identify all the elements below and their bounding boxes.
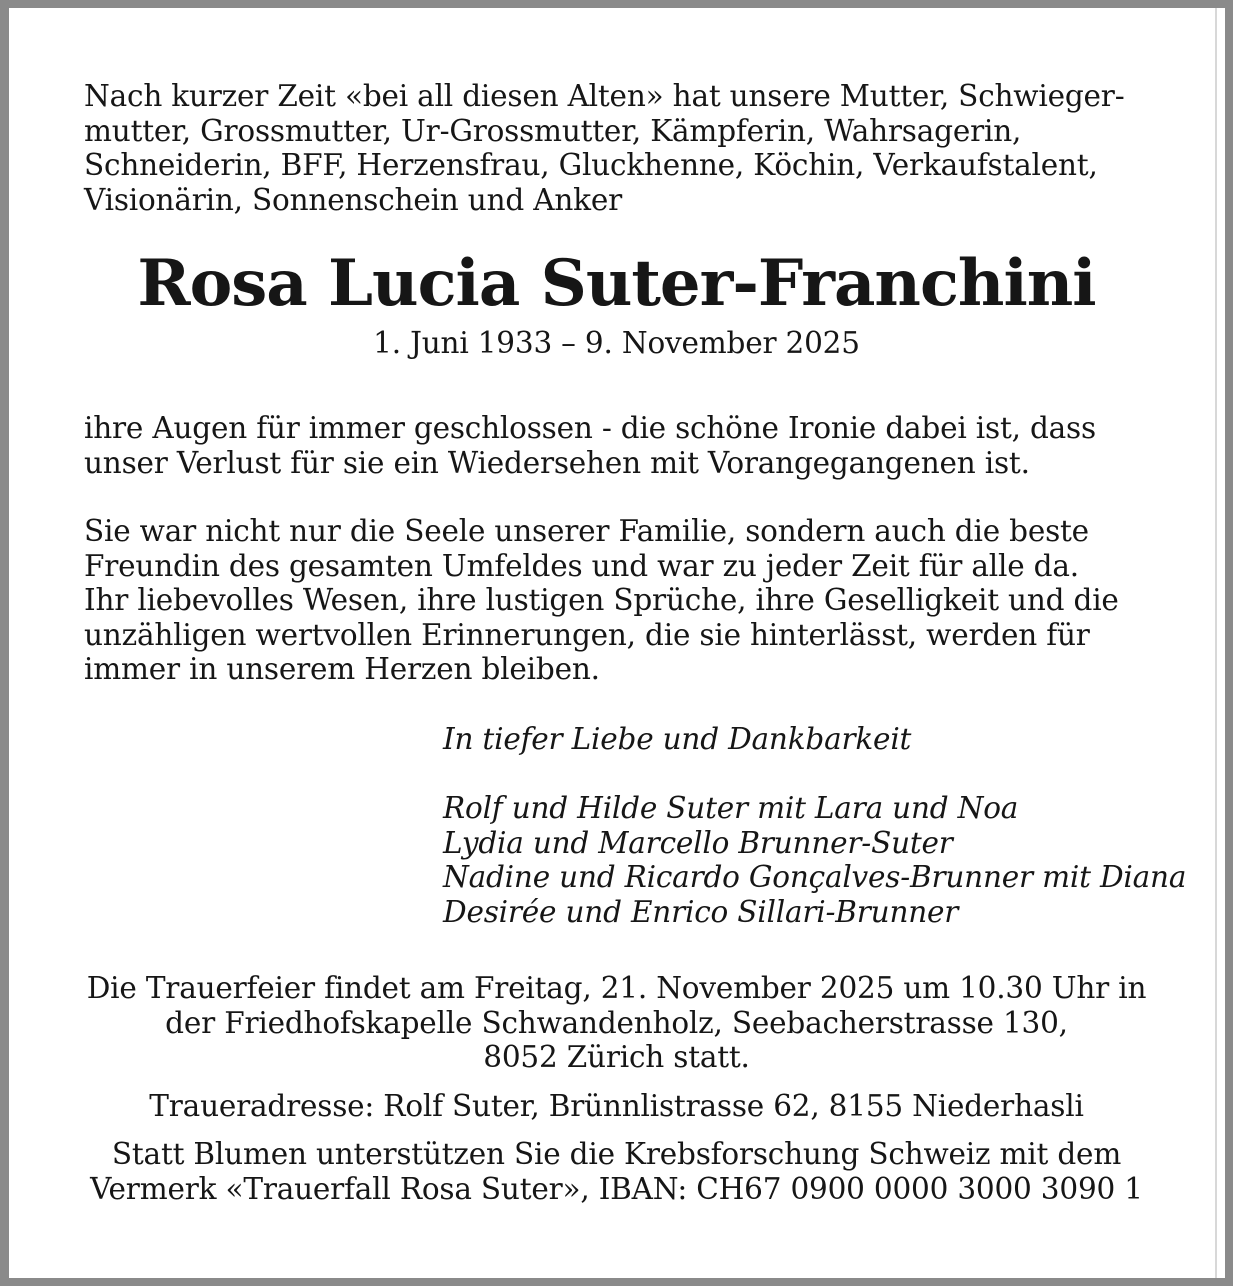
family-member-line: Nadine und Ricardo Gonçalves-Brunner mit Diana xyxy=(443,860,1187,894)
body-line: immer in unserem Herzen bleiben. xyxy=(84,652,600,686)
closing-phrase: In tiefer Liebe und Dankbarkeit xyxy=(443,722,912,756)
family-member-line: Desirée und Enrico Sillari-Brunner xyxy=(443,894,959,929)
body-line: Freundin des gesamten Umfeldes und war zu jeder Zeit für alle da. xyxy=(84,548,1079,583)
funeral-line: der Friedhofskapelle Schwandenholz, Seebacherstrasse 130, xyxy=(165,1005,1068,1040)
funeral-line: Die Trauerfeier findet am Freitag, 21. November 2025 um 10.30 Uhr in xyxy=(86,971,1147,1005)
body-line: Sie war nicht nur die Seele unserer Familie, sondern auch die beste xyxy=(84,514,1089,548)
intro-line: Visionärin, Sonnenschein und Anker xyxy=(84,182,622,217)
body-line: Ihr liebevolles Wesen, ihre lustigen Sprüche, ihre Geselligkeit und die xyxy=(84,583,1119,617)
deceased-name: Rosa Lucia Suter-Franchini xyxy=(137,246,1096,321)
body-paragraph-1 xyxy=(84,411,1144,480)
body-paragraph-2 xyxy=(84,514,1144,687)
life-dates: 1. Juni 1933 – 9. November 2025 xyxy=(373,326,860,360)
body-line: unser Verlust für sie ein Wiedersehen mit Vorangegangenen ist. xyxy=(84,445,1030,480)
intro-line: Schneiderin, BFF, Herzensfrau, Gluckhenne, Köchin, Verkaufstalent, xyxy=(84,148,1098,182)
body-line: ihre Augen für immer geschlossen - die schöne Ironie dabei ist, dass xyxy=(84,411,1096,445)
body-line: unzähligen wertvollen Erinnerungen, die sie hinterlässt, werden für xyxy=(84,617,1090,652)
mourning-address: Traueradresse: Rolf Suter, Brünnlistrasse 62, 8155 Niederhasli xyxy=(149,1089,1084,1123)
family-signatures xyxy=(443,791,1186,929)
intro-line: mutter, Grossmutter, Ur-Grossmutter, Kämpferin, Wahrsagerin, xyxy=(84,113,1022,148)
family-member-line: Lydia und Marcello Brunner-Suter xyxy=(443,825,953,860)
donation-line: Statt Blumen unterstützen Sie die Krebsforschung Schweiz mit dem xyxy=(111,1137,1122,1171)
intro-line: Nach kurzer Zeit «bei all diesen Alten» hat unsere Mutter, Schwieger- xyxy=(84,79,1125,113)
donation-info xyxy=(0,1137,1233,1206)
intro-paragraph xyxy=(84,79,1144,217)
funeral-line: 8052 Zürich statt. xyxy=(483,1040,750,1074)
funeral-info xyxy=(0,971,1233,1075)
donation-line: Vermerk «Trauerfall Rosa Suter», IBAN: CH67 0900 0000 3000 3090 1 xyxy=(90,1171,1143,1206)
family-member-line: Rolf und Hilde Suter mit Lara und Noa xyxy=(443,791,1019,825)
